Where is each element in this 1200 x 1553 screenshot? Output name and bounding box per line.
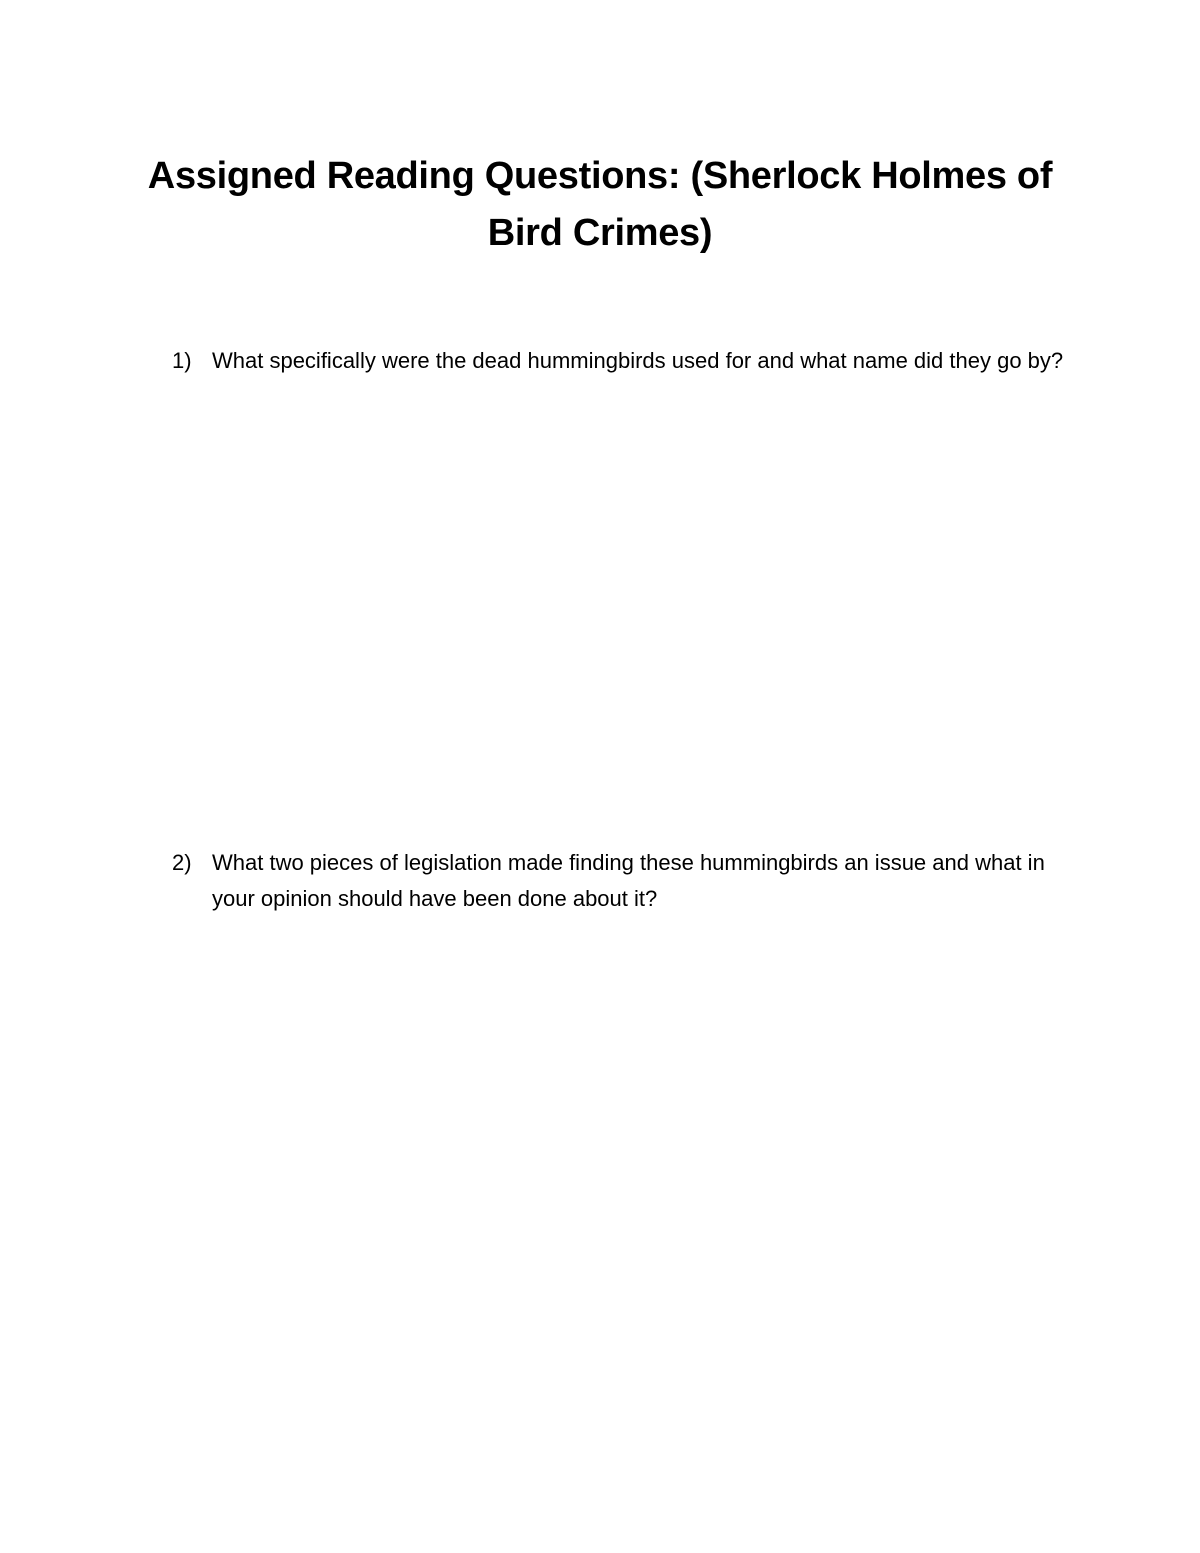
question-1-text: What specifically were the dead hummingbirds used for and what name did they go by? — [212, 348, 1064, 373]
question-1-number: 1) — [172, 348, 192, 373]
document-title: Assigned Reading Questions: (Sherlock Holmes of Bird Crimes) — [147, 155, 1053, 254]
question-2-text: What two pieces of legislation made finding these hummingbirds an issue and what in your opinion should have been done about it? — [212, 850, 1045, 911]
question-2-number: 2) — [172, 850, 192, 875]
